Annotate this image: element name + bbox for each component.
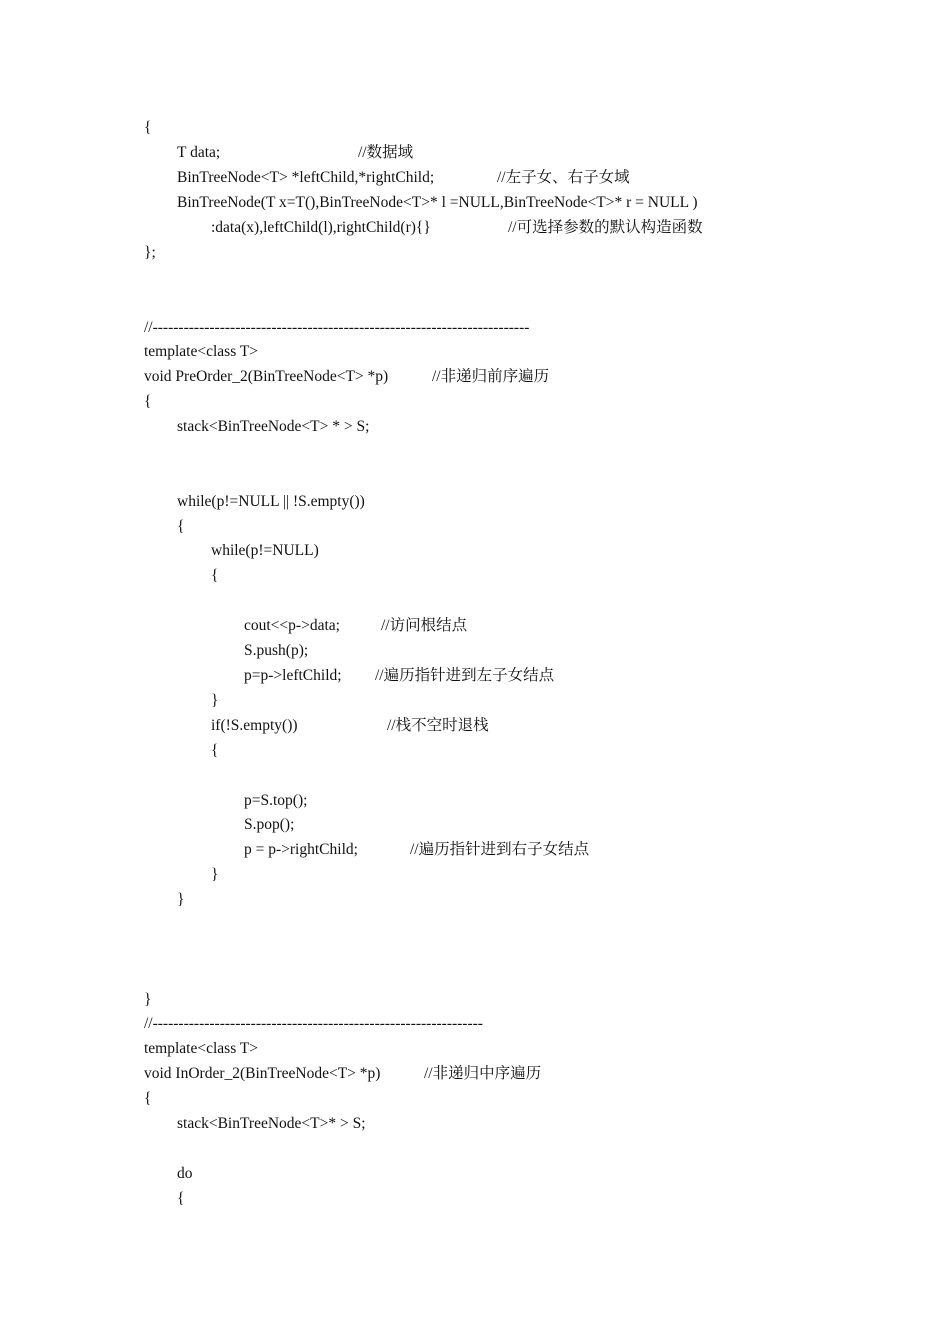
code-comment: //可选择参数的默认构造函数 — [508, 219, 703, 236]
code-line: } — [211, 866, 219, 883]
code-line: template<class T> — [144, 1040, 259, 1057]
code-line: } — [211, 692, 219, 709]
function-signature: void PreOrder_2(BinTreeNode<T> *p) — [144, 368, 389, 385]
code-comment: //非递归中序遍历 — [424, 1065, 542, 1082]
code-line: cout<<p->data; — [244, 617, 340, 634]
code-line: }; — [144, 244, 156, 261]
code-line: S.pop(); — [244, 816, 295, 833]
code-line: template<class T> — [144, 343, 259, 360]
code-line: { — [144, 1090, 152, 1107]
code-line: T data; — [177, 144, 221, 161]
separator-comment: //---------------------------------------------------------------- — [144, 1015, 483, 1032]
code-comment: //遍历指针进到右子女结点 — [410, 841, 590, 858]
code-line: BinTreeNode(T x=T(),BinTreeNode<T>* l =NULL,BinTreeNode<T>* r = NULL ) — [177, 194, 698, 211]
code-comment: //非递归前序遍历 — [432, 368, 550, 385]
code-line: stack<BinTreeNode<T> * > S; — [177, 418, 370, 435]
code-line: S.push(p); — [244, 642, 309, 659]
function-signature: void InOrder_2(BinTreeNode<T> *p) — [144, 1065, 381, 1082]
code-line: { — [177, 1190, 185, 1207]
code-line: p=p->leftChild; — [244, 667, 342, 684]
separator-comment: //------------------------------------------------------------------------- — [144, 319, 530, 336]
code-line: do — [177, 1165, 193, 1182]
code-line: { — [211, 567, 219, 584]
code-line: while(p!=NULL) — [211, 542, 319, 559]
code-line: BinTreeNode<T> *leftChild,*rightChild; — [177, 169, 435, 186]
code-comment: //遍历指针进到左子女结点 — [375, 667, 555, 684]
code-comment: //栈不空时退栈 — [387, 717, 489, 734]
code-line: { — [211, 742, 219, 759]
code-comment: //数据域 — [358, 144, 414, 161]
code-line: } — [177, 891, 185, 908]
code-line: :data(x),leftChild(l),rightChild(r){} — [211, 219, 431, 236]
code-line: { — [144, 119, 152, 136]
code-line: } — [144, 991, 152, 1008]
code-line: p=S.top(); — [244, 792, 308, 809]
code-line: { — [144, 393, 152, 410]
code-line: if(!S.empty()) — [211, 717, 298, 734]
code-line: p = p->rightChild; — [244, 841, 358, 858]
code-line: { — [177, 518, 185, 535]
code-comment: //左子女、右子女域 — [497, 169, 630, 186]
code-line: while(p!=NULL || !S.empty()) — [177, 493, 365, 510]
code-line: stack<BinTreeNode<T>* > S; — [177, 1115, 366, 1132]
code-comment: //访问根结点 — [381, 617, 468, 634]
